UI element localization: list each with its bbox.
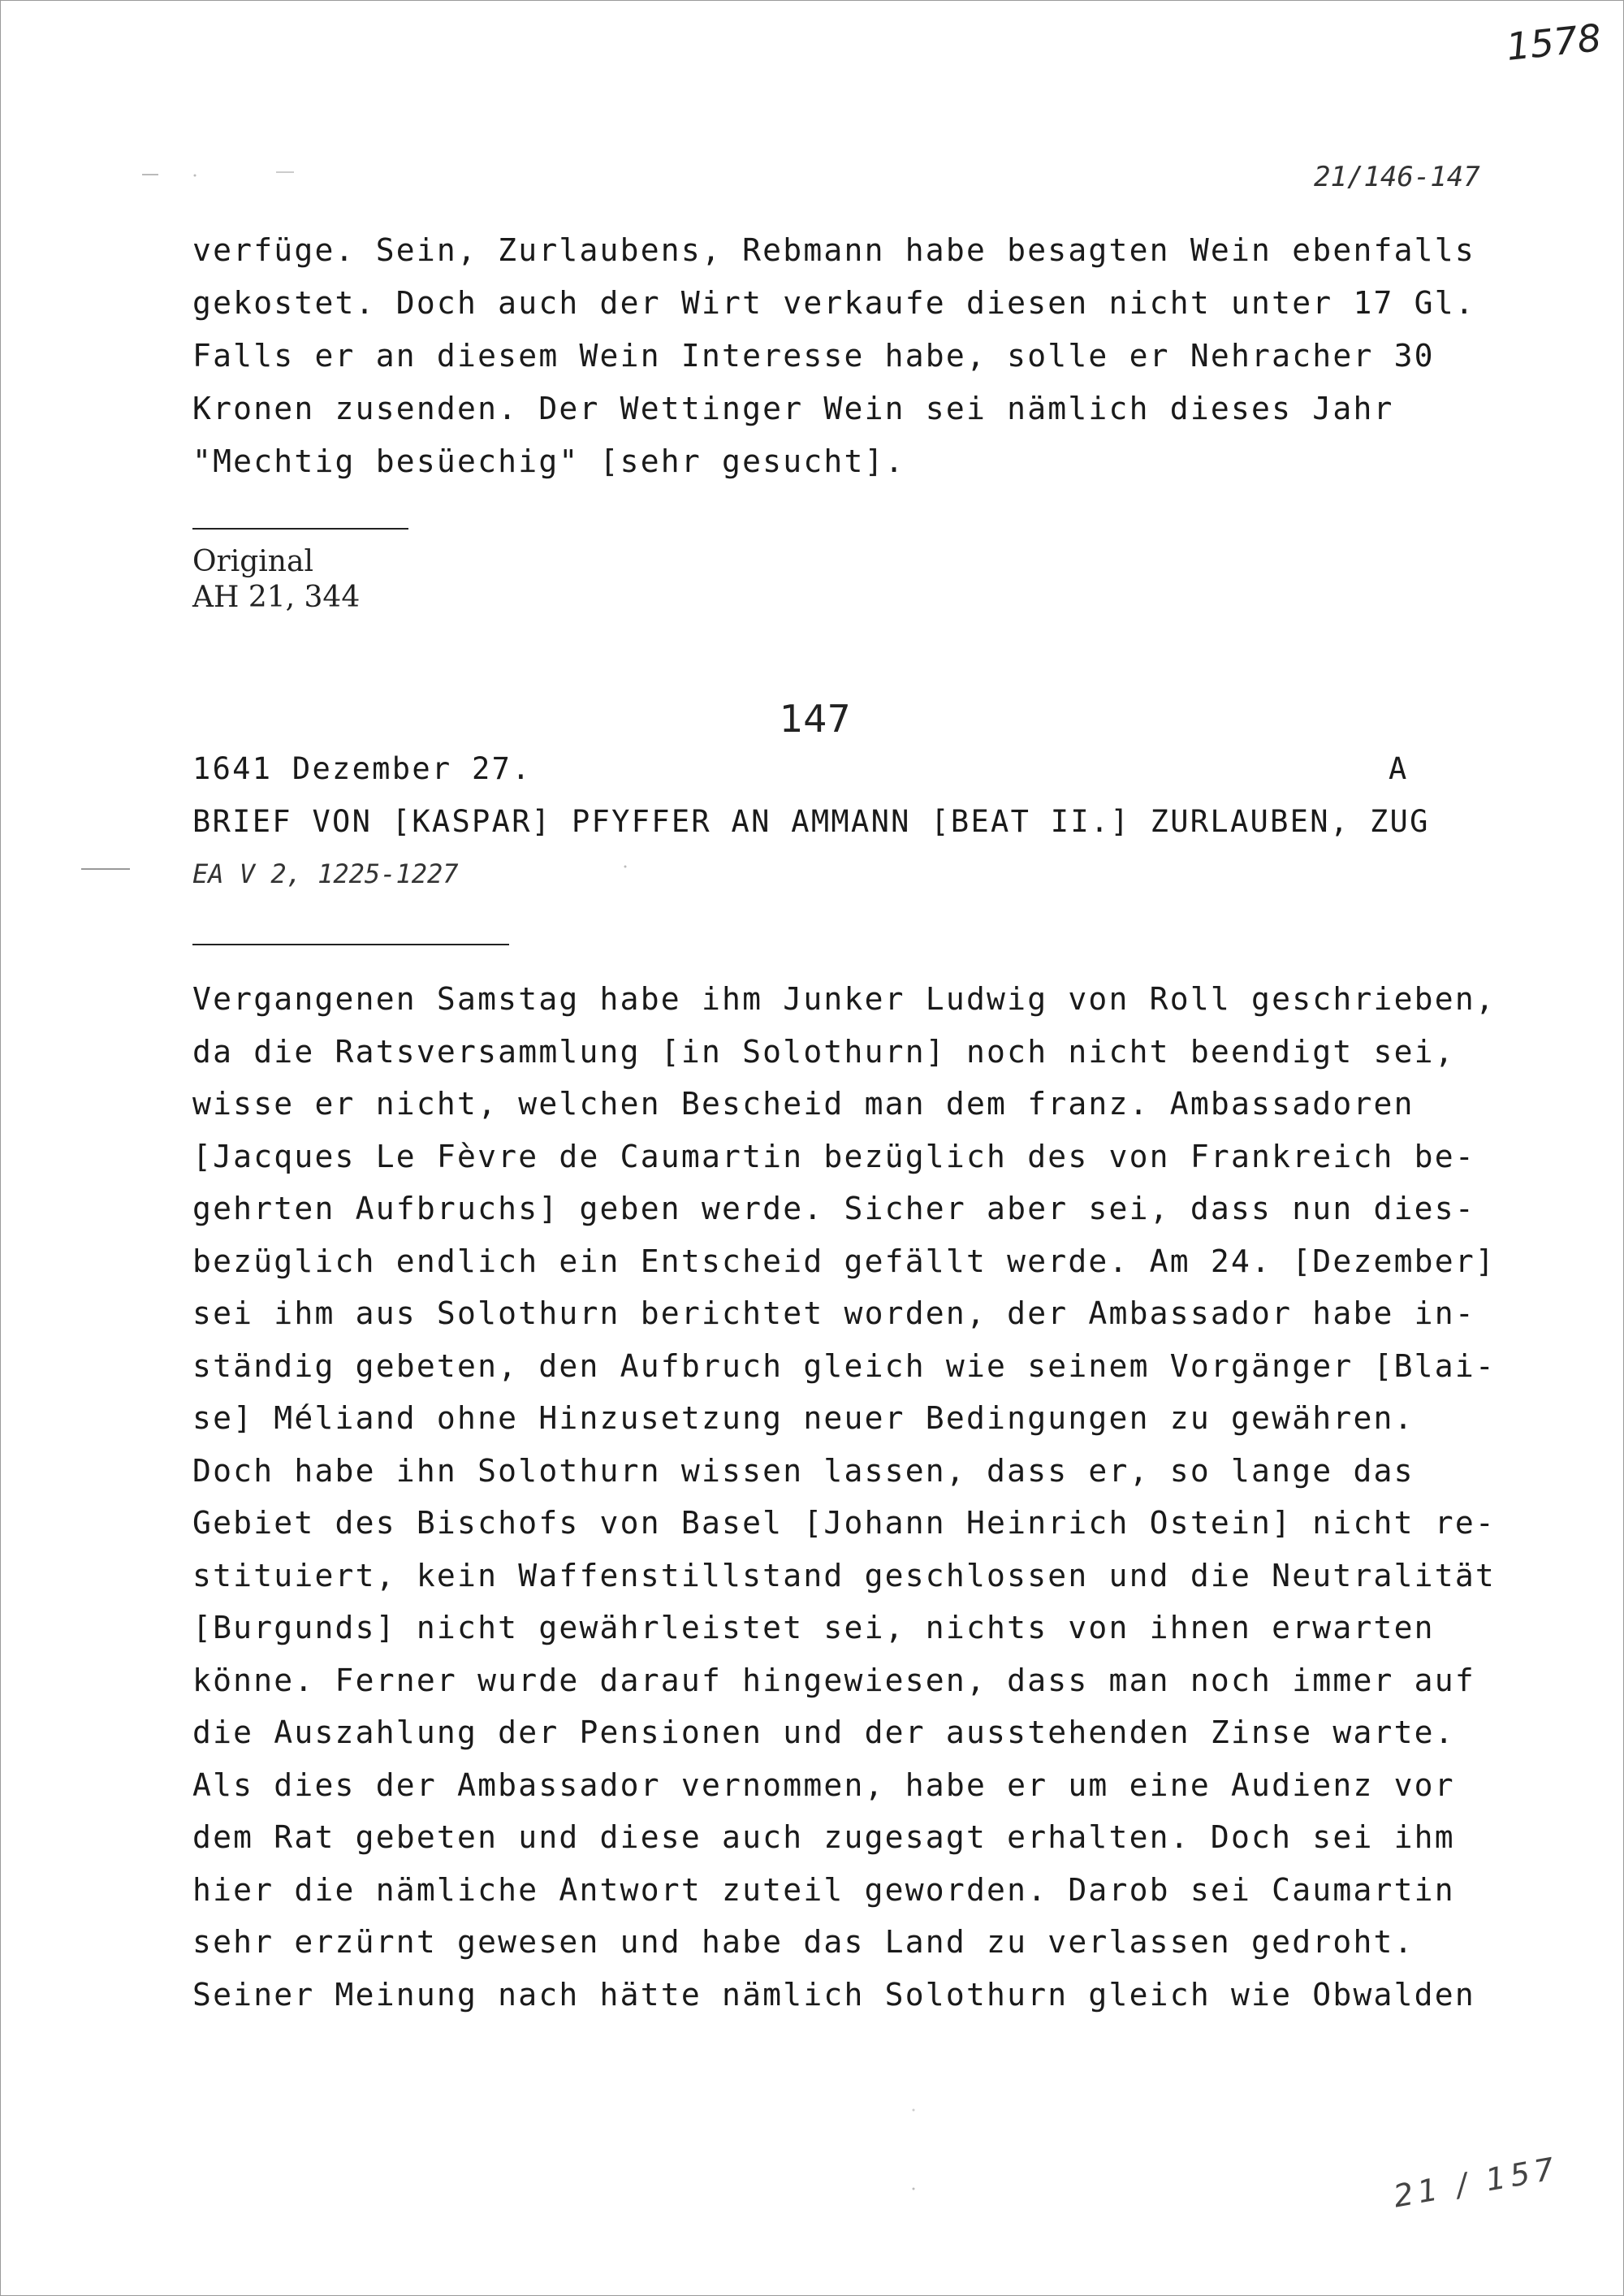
text-line: gekostet. Doch auch der Wirt verkaufe diesen nicht unter 17 Gl. — [192, 285, 1475, 321]
footnote-rule — [192, 528, 408, 530]
text-line: [Burgunds] nicht gewährleistet sei, nichts von ihnen erwarten — [192, 1610, 1435, 1645]
text-line: [Jacques Le Fèvre de Caumartin bezüglich des von Frankreich be- — [192, 1138, 1475, 1174]
text-line: wisse er nicht, welchen Bescheid man dem franz. Ambassadoren — [192, 1086, 1415, 1122]
text-line: sehr erzürnt gewesen und habe das Land zu verlassen gedroht. — [192, 1924, 1415, 1960]
document-marker: A — [1389, 751, 1409, 786]
edition-reference: EA V 2, 1225-1227 — [192, 858, 459, 889]
text-line: könne. Ferner wurde darauf hingewiesen, dass man noch immer auf — [192, 1662, 1475, 1698]
text-line: Seiner Meinung nach hätte nämlich Solothurn gleich wie Obwalden — [192, 1976, 1475, 2013]
page-reference: 21/146-147 — [1314, 161, 1480, 193]
text-line: stituiert, kein Waffenstillstand geschlossen und die Neutralität — [192, 1557, 1496, 1593]
text-line: dem Rat gebeten und diese auch zugesagt erhalten. Doch sei ihm — [192, 1819, 1455, 1855]
continuation-paragraph — [192, 224, 1475, 488]
text-line: Falls er an diesem Wein Interesse habe, solle er Nehracher 30 — [192, 338, 1435, 374]
text-line: Vergangenen Samstag habe ihm Junker Ludwig von Roll geschrieben, — [192, 981, 1496, 1017]
text-line: Gebiet des Bischofs von Basel [Johann Heinrich Ostein] nicht re- — [192, 1505, 1496, 1541]
source-reference: AH 21, 344 — [192, 581, 361, 614]
document-number: 147 — [780, 697, 851, 741]
handwritten-page-number: 1578 — [1504, 15, 1604, 69]
header-rule — [192, 944, 509, 945]
text-line: Doch habe ihn Solothurn wissen lassen, dass er, so lange das — [192, 1452, 1415, 1489]
text-line: gehrten Aufbruchs] geben werde. Sicher aber sei, dass nun dies- — [192, 1191, 1475, 1226]
text-line: sei ihm aus Solothurn berichtet worden, der Ambassador habe in- — [192, 1295, 1475, 1331]
text-line: ständig gebeten, den Aufbruch gleich wie seinem Vorgänger [Blai- — [192, 1347, 1496, 1384]
document-date: 1641 Dezember 27. — [192, 751, 532, 786]
text-line: "Mechtig besüechig" [sehr gesucht]. — [192, 443, 905, 479]
text-line: bezüglich endlich ein Entscheid gefällt werde. Am 24. [Dezember] — [192, 1243, 1496, 1279]
text-line: Kronen zusenden. Der Wettinger Wein sei nämlich dieses Jahr — [192, 391, 1394, 426]
text-line: die Auszahlung der Pensionen und der ausstehenden Zinse warte. — [192, 1714, 1455, 1750]
source-note — [192, 544, 360, 616]
text-line: se] Méliand ohne Hinzusetzung neuer Bedingungen zu gewähren. — [192, 1400, 1415, 1436]
text-line: hier die nämliche Antwort zuteil geworden. Darob sei Caumartin — [192, 1871, 1455, 1908]
handwritten-archive-mark: 21 / 157 — [1390, 2150, 1562, 2215]
source-type: Original — [192, 545, 313, 578]
document-title: BRIEF VON [KASPAR] PFYFFER AN AMMANN [BEAT II.] ZURLAUBEN, ZUG — [192, 804, 1430, 839]
text-line: Als dies der Ambassador vernommen, habe er um eine Audienz vor — [192, 1766, 1455, 1803]
text-line: verfüge. Sein, Zurlaubens, Rebmann habe besagten Wein ebenfalls — [192, 232, 1475, 268]
letter-summary — [192, 973, 1496, 2021]
text-line: da die Ratsversammlung [in Solothurn] noch nicht beendigt sei, — [192, 1033, 1455, 1070]
